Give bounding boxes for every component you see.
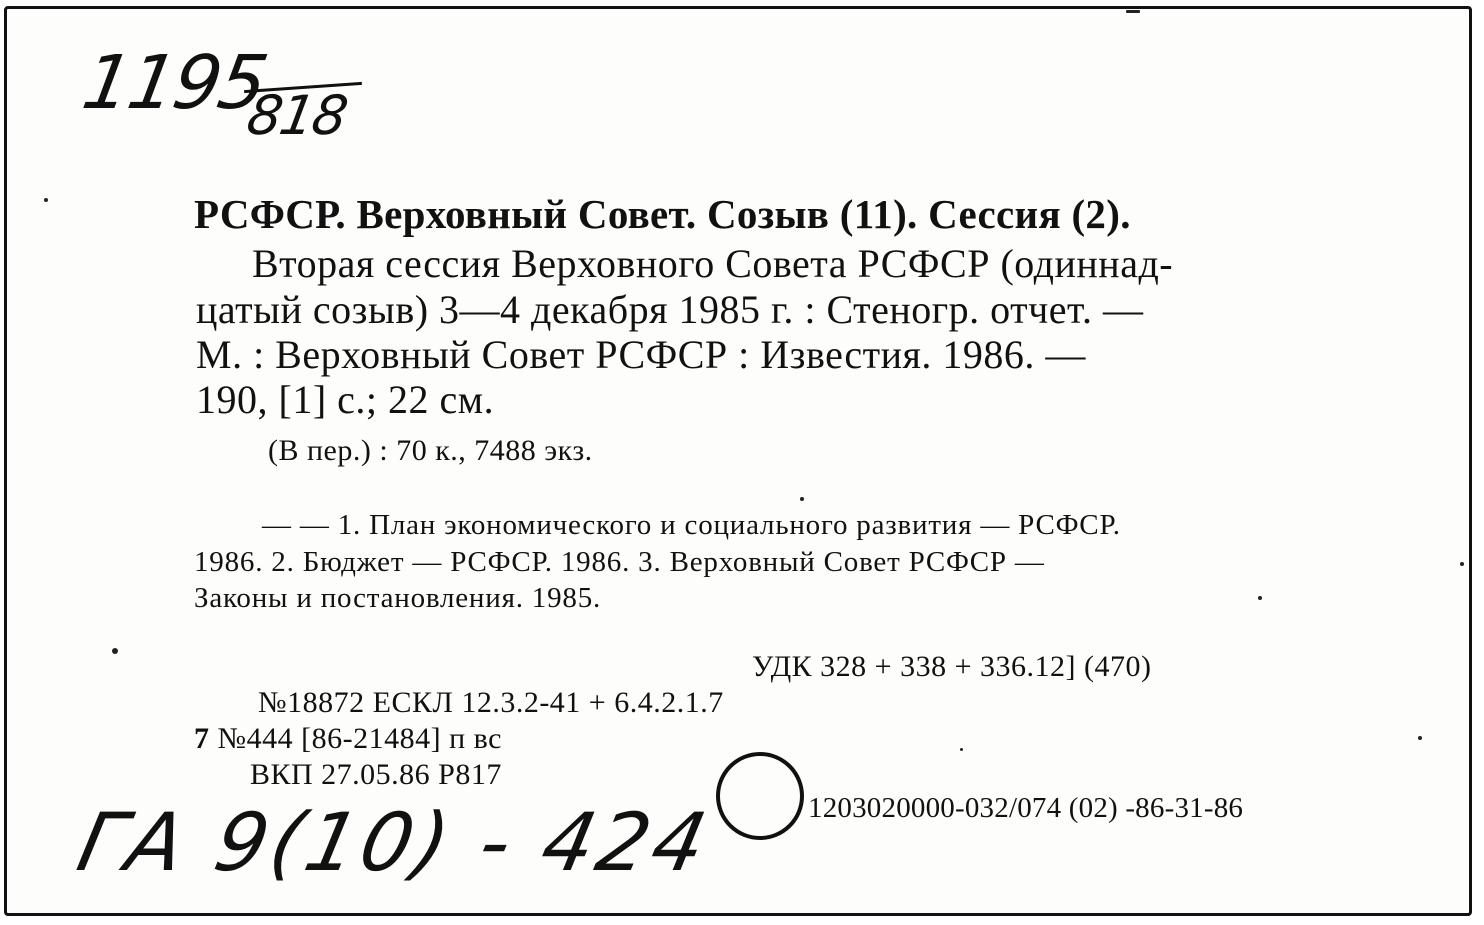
speck: [1126, 10, 1140, 13]
subject-line-1: — — 1. План экономического и социального развития — РСФСР.: [262, 509, 1121, 541]
isbn-code: 1203020000-032/074 (02) -86-31-86: [808, 792, 1244, 824]
price-line: (В пер.) : 70 к., 7488 экз.: [268, 434, 593, 467]
speck: [1418, 736, 1422, 740]
subject-line-3: Законы и постановления. 1985.: [194, 582, 602, 614]
handwritten-shelf-number: 1195: [76, 40, 272, 126]
handwritten-call-number: ГА 9(10) - 424: [70, 796, 719, 889]
description-line-3: М. : Верховный Совет РСФСР : Известия. 1986. —: [196, 332, 1086, 377]
handwritten-shelf-subnumber: 818: [242, 84, 351, 147]
vkp-code: ВКП 27.05.86 Р817: [250, 758, 502, 791]
speck: [44, 198, 48, 202]
speck: [960, 748, 963, 751]
description-line-2: цатый созыв) 3—4 декабря 1985 г. : Стеногр. отчет. —: [196, 287, 1144, 332]
card-heading: РСФСР. Верховный Совет. Созыв (11). Сессия (2).: [194, 191, 1131, 237]
description-line-4: 190, [1] с.; 22 см.: [196, 377, 495, 422]
order-prefix: 7: [194, 722, 210, 755]
speck: [800, 497, 804, 501]
speck: [1460, 562, 1464, 566]
order-number: [194, 722, 502, 756]
speck: [1258, 596, 1262, 600]
subject-line-2: 1986. 2. Бюджет — РСФСР. 1986. 3. Верховный Совет РСФСР —: [194, 546, 1045, 578]
description-line-1: Вторая сессия Верховного Совета РСФСР (одиннад-: [252, 241, 1174, 286]
order-rest: №444 [86-21484] п вс: [209, 722, 502, 755]
registry-number: №18872 ЕСКЛ 12.3.2-41 + 6.4.2.1.7: [258, 686, 724, 719]
speck: [112, 648, 118, 654]
stamp-circle: [716, 752, 804, 840]
udk-code: УДК 328 + 338 + 336.12] (470): [752, 650, 1152, 683]
